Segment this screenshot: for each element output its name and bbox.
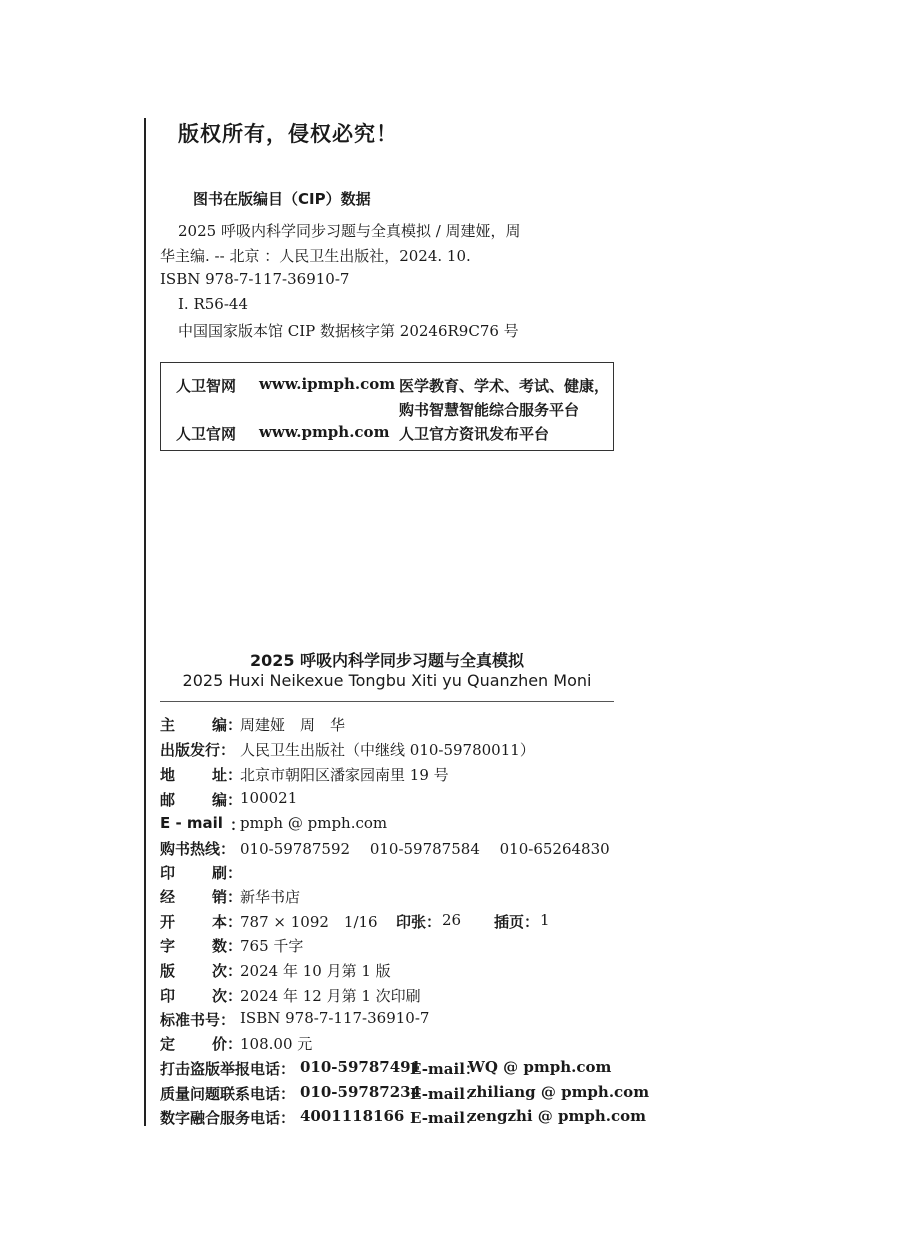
info-value-sheets: 26 bbox=[442, 911, 462, 929]
title-divider bbox=[160, 701, 614, 702]
info-value-inserts: 1 bbox=[540, 911, 550, 929]
info-value-distributor: 新华书店 bbox=[240, 888, 301, 906]
info-value-postcode: 100021 bbox=[240, 789, 298, 807]
copyright-notice: 版权所有，侵权必究！ bbox=[178, 122, 398, 146]
contact-phone-digital: 4001118166 bbox=[300, 1107, 405, 1125]
info-label-sheets: 印张： bbox=[396, 913, 442, 931]
site-url-pmph[interactable]: www.pmph.com bbox=[259, 423, 390, 441]
info-label-inserts: 插页： bbox=[494, 913, 540, 931]
site-desc-pmph-1: 人卫官方资讯发布平台 bbox=[399, 425, 550, 443]
cip-heading: 图书在版编目（CIP）数据 bbox=[193, 190, 371, 208]
book-title-cn: 2025 呼吸内科学同步习题与全真模拟 bbox=[249, 651, 525, 670]
contact-email-label-quality: E-mail： bbox=[410, 1085, 480, 1103]
contact-label-piracy: 打击盗版举报电话： bbox=[160, 1060, 296, 1078]
contact-email-digital[interactable]: zengzhi @ pmph.com bbox=[468, 1107, 647, 1125]
site-url-ipmph[interactable]: www.ipmph.com bbox=[259, 375, 396, 393]
info-value-email: pmph @ pmph.com bbox=[240, 814, 388, 832]
contact-phone-quality: 010-59787234 bbox=[300, 1083, 422, 1101]
website-box bbox=[160, 362, 614, 451]
site-desc-ipmph-2: 购书智慧智能综合服务平台 bbox=[399, 401, 580, 419]
site-name-ipmph: 人卫智网 bbox=[176, 377, 237, 395]
cip-line-4: Ⅰ. R56-44 bbox=[178, 295, 248, 313]
info-value-publisher: 人民卫生出版社（中继线 010-59780011） bbox=[240, 741, 535, 759]
cip-line-5: 中国国家版本馆 CIP 数据核字第 20246R9C76 号 bbox=[178, 322, 519, 340]
cip-line-2: 华主编. -- 北京 ：人民卫生出版社，2024. 10. bbox=[160, 247, 471, 265]
info-value-editor: 周建娅 周 华 bbox=[240, 716, 346, 734]
cip-line-1: 2025 呼吸内科学同步习题与全真模拟 / 周建娅，周 bbox=[178, 222, 521, 240]
contact-label-digital: 数字融合服务电话： bbox=[160, 1109, 296, 1127]
contact-label-quality: 质量问题联系电话： bbox=[160, 1085, 296, 1103]
margin-rule bbox=[144, 118, 146, 1126]
book-title-en: 2025 Huxi Neikexue Tongbu Xiti yu Quanzhen Moni bbox=[182, 671, 592, 690]
info-value-edition: 2024 年 10 月第 1 版 bbox=[240, 962, 391, 980]
info-value-hotline: 010-59787592 010-59787584 010-65264830 bbox=[240, 840, 610, 858]
cip-line-3: ISBN 978-7-117-36910-7 bbox=[160, 270, 350, 288]
info-value-price: 108.00 元 bbox=[240, 1035, 313, 1053]
contact-phone-piracy: 010-59787491 bbox=[300, 1058, 422, 1076]
contact-email-piracy[interactable]: WQ @ pmph.com bbox=[468, 1058, 612, 1076]
info-value-address: 北京市朝阳区潘家园南里 19 号 bbox=[240, 766, 449, 784]
site-name-pmph: 人卫官网 bbox=[176, 425, 237, 443]
site-desc-ipmph-1: 医学教育、学术、考试、健康， bbox=[399, 377, 610, 395]
info-value-isbn: ISBN 978-7-117-36910-7 bbox=[240, 1009, 430, 1027]
contact-email-label-digital: E-mail： bbox=[410, 1109, 480, 1127]
info-value-printing: 2024 年 12 月第 1 次印刷 bbox=[240, 987, 421, 1005]
info-value-format: 787 × 1092 1/16 bbox=[240, 913, 378, 931]
info-value-wordcount: 765 千字 bbox=[240, 937, 304, 955]
contact-email-quality[interactable]: zhiliang @ pmph.com bbox=[468, 1083, 650, 1101]
contact-email-label-piracy: E-mail： bbox=[410, 1060, 480, 1078]
